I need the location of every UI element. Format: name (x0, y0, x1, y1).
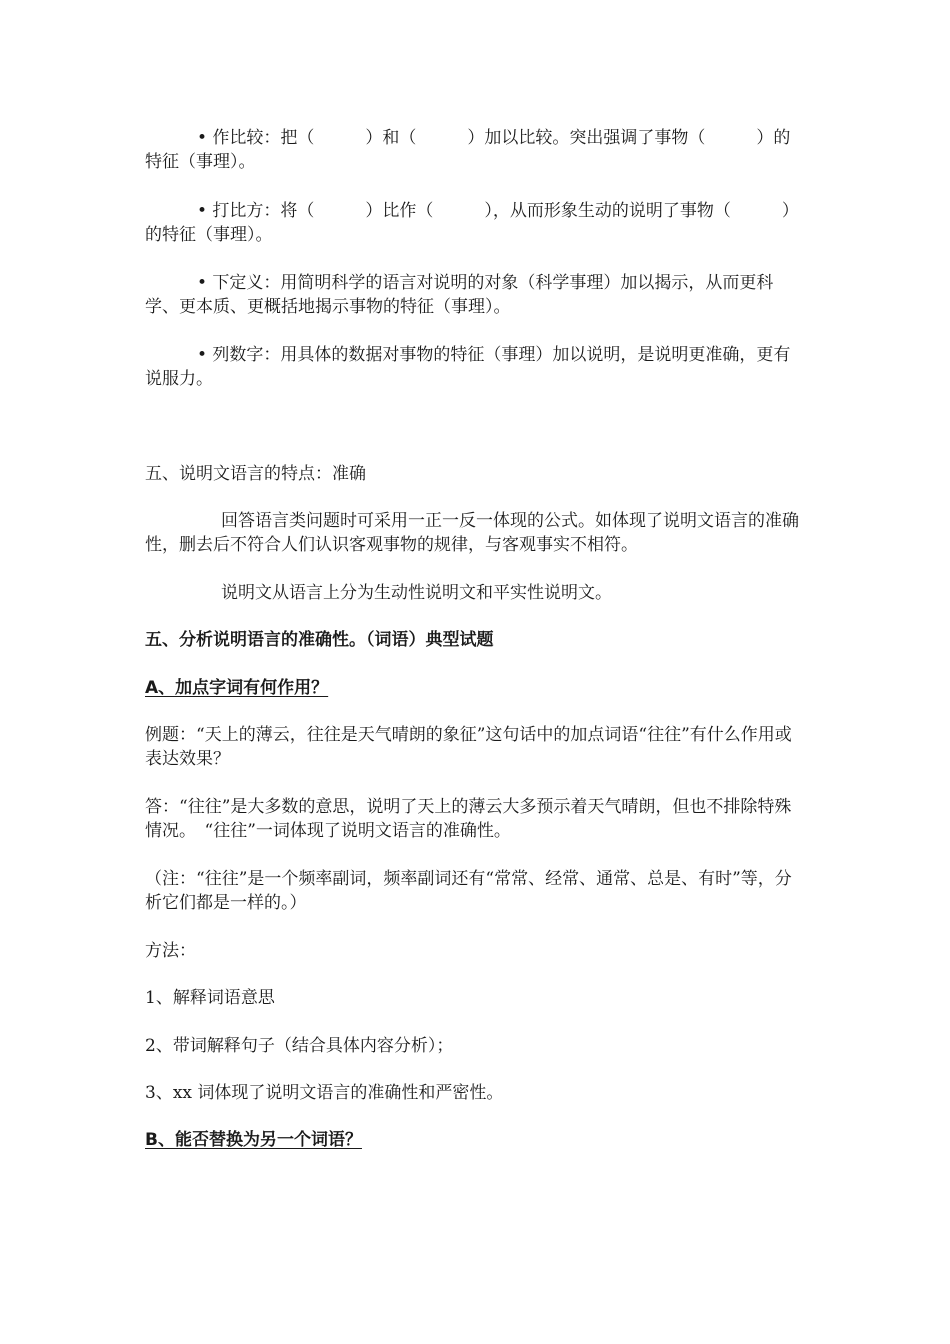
example-answer: 答：“往往”是大多数的意思，说明了天上的薄云大多预示着天气晴朗，但也不排除特殊情况。 “往往”一词体现了说明文语言的准确性。 (145, 797, 792, 841)
method-step-3: 3、xx 词体现了说明文语言的准确性和严密性。 (145, 1083, 504, 1103)
method-label: 方法： (145, 941, 196, 961)
method-definition: • 下定义：用简明科学的语言对说明的对象（科学事理）加以揭示，从而更科学、更本质、更概括地揭示事物的特征（事理）。 (145, 273, 774, 317)
section5a-heading: 五、说明文语言的特点：准确 (145, 464, 366, 484)
method-numbers: • 列数字：用具体的数据对事物的特征（事理）加以说明，是说明更准确，更有说服力。 (145, 345, 791, 389)
method-step-2: 2、带词解释句子（结合具体内容分析）； (145, 1036, 454, 1056)
section5a-paragraph-2: 说明文从语言上分为生动性说明文和平实性说明文。 (221, 583, 612, 603)
subheading-b (145, 1128, 807, 1152)
subheading-a (145, 676, 807, 700)
example-question: 例题：“天上的薄云，往往是天气晴朗的象征”这句话中的加点词语“往往”有什么作用或表达效果？ (145, 725, 792, 769)
method-step-1: 1、解释词语意思 (145, 988, 275, 1008)
subheading-a-text: A、加点字词有何作用？ (145, 678, 329, 698)
method-compare: • 作比较：把（ ）和（ ）加以比较。突出强调了事物（ ）的特征（事理）。 (145, 128, 791, 172)
section5a-paragraph-1: 回答语言类问题时可采用一正一反一体现的公式。如体现了说明文语言的准确性，删去后不符合人们认识客观事物的规律，与客观事实不相符。 (145, 511, 799, 555)
subheading-b-text: B、能否替换为另一个词语？ (145, 1130, 362, 1150)
method-analogy: • 打比方：将（ ）比作（ ），从而形象生动的说明了事物（ ）的特征（事理）。 (145, 201, 799, 245)
note: （注：“往往”是一个频率副词，频率副词还有“常常、经常、通常、总是、有时”等，分析它们都是一样的。） (145, 869, 792, 913)
section5b-heading: 五、分析说明语言的准确性。（词语）典型试题 (145, 630, 494, 650)
